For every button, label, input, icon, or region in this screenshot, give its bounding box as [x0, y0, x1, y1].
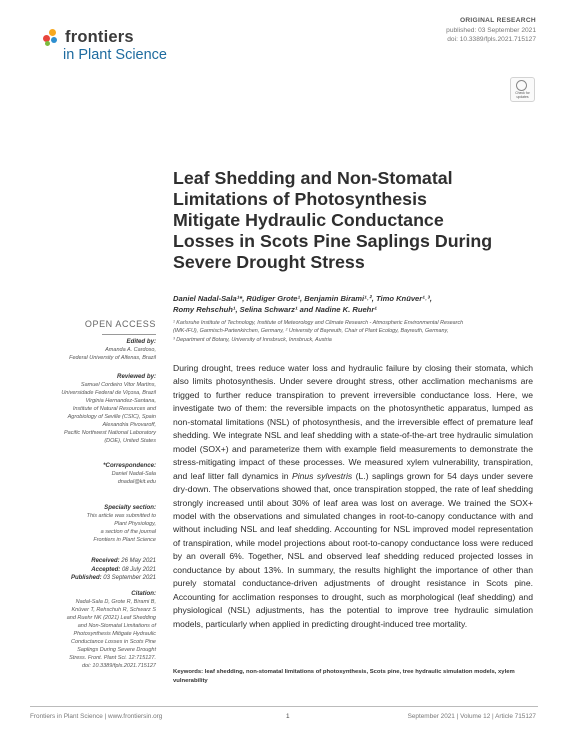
reviewer-line: Institute of Natural Resources and: [72, 406, 156, 412]
journal-name: in Plant Science: [63, 47, 167, 63]
edited-by-label: Edited by:: [126, 338, 156, 345]
specialty-line: Frontiers in Plant Science: [93, 537, 156, 543]
species-name: Pinus sylvestris: [291, 470, 353, 481]
keywords: [173, 668, 533, 686]
specialty-section: [30, 504, 156, 544]
reviewer-line: Agrobiology of Seville (CSIC), Spain: [67, 414, 156, 420]
keywords-text: leaf shedding, non-stomatal limitations of photosynthesis, Scots pine, tree hydraulic simulation models, xylem vulnerability: [173, 669, 515, 684]
accepted-date: Accepted: 08 July 2021: [91, 566, 156, 573]
reviewer-line: Samuel Cordeiro Vitor Martins,: [80, 382, 156, 388]
article-type: ORIGINAL RESEARCH: [459, 17, 536, 24]
brand-name: frontiers: [65, 28, 134, 46]
dates-section: [30, 557, 156, 583]
reviewer-line: Alexandria Pivovaroff,: [102, 422, 156, 428]
affiliation-line: (IMK-IFU), Garmisch-Partenkirchen, Germany, ² University of Bayreuth, Chair of Plant Ecology, Bayreuth, Germany,: [173, 328, 449, 334]
citation-line: Photosynthesis Mitigate Hydraulic: [73, 631, 156, 637]
title-line: Leaf Shedding and Non-Stomatal: [173, 168, 453, 188]
citation-doi[interactable]: doi: 10.3389/fpls.2021.715127: [81, 663, 156, 669]
footer-divider: [30, 706, 538, 707]
journal-logo[interactable]: [43, 27, 213, 73]
divider: [102, 334, 156, 335]
citation-line: Knüver T, Rehschuh R, Schwarz S: [71, 607, 156, 613]
reviewer-line: (DOE), United States: [104, 438, 156, 444]
specialty-label: Specialty section:: [104, 504, 156, 511]
check-for-updates-badge[interactable]: [510, 77, 535, 102]
abstract-text: (L.) saplings grown for 54 days under severe dry-down. The observations showed that, once transpiration stopped, the rate of leaf shedding strongly increased until about 30% of leaf area was lost on average. We trained the SOX+ model with the observations and simulated changes in root-to-canopy conductance with and without including NSL and leaf shedding. Accounting for NSL improved model representation of transpiration, while model projections about root-to-canopy conductance loss were reduced by an overall 6%. Together, NSL and observed leaf shedding reduced projected losses in conductance by about 13%. In summary, the results highlight the importance of other than purely stomatal conductance-driven adjustments of drought resistance in Scots pine. Accounting for acclimation responses to drought, such as morphological (leaf shedding) and physiological (NSL) adjustments, has the potential to improve tree hydraulic simulation models, particularly when applied in predicting drought-induced tree mortality.: [173, 470, 533, 629]
title-line: Mitigate Hydraulic Conductance: [173, 210, 444, 230]
correspondence-name: Daniel Nadal-Sala: [111, 471, 156, 477]
published-date: published: 03 September 2021: [446, 27, 536, 34]
editor-name: Amanda A. Cardoso,: [105, 347, 156, 353]
reviewed-by-section: [30, 373, 156, 445]
open-access-label: OPEN ACCESS: [84, 319, 156, 329]
authors-line: Daniel Nadal-Sala¹*, Rüdiger Grote¹, Benjamin Birami¹˒², Timo Knüver¹˒³,: [173, 294, 432, 303]
title-line: Losses in Scots Pine Saplings During: [173, 231, 493, 251]
citation-line: Nadal-Sala D, Grote R, Birami B,: [75, 599, 156, 605]
affiliation-line: ¹ Karlsruhe Institute of Technology, Institute of Meteorology and Climate Research - Atmospheric Environmental Research: [173, 320, 464, 326]
received-date: Received: 26 May 2021: [91, 558, 156, 564]
doi[interactable]: doi: 10.3389/fpls.2021.715127: [447, 36, 536, 43]
citation-line: Stress. Front. Plant Sci. 12:715127.: [69, 655, 156, 661]
check-updates-label: Check for updates: [515, 91, 530, 99]
abstract-text: During drought, trees reduce water loss and hydraulic failure by closing their stomata, which also limits photosynthesis. Under severe drought stress, other acclimation mechanisms are trigged to further reduce transpiration to prevent irreversible conductance loss. Here, we investigate two of them: the reversible impacts on the photosynthetic apparatus, lumped as non-stomatal limitations (NSL) of photosynthesis, and the irreversible effect of premature leaf shedding. We integrate NSL and leaf shedding with a state-of-the-art tree hydraulic simulation model (SOX+) and parameterize them with example field measurements to demonstrate the stress-mitigating impact of these processes. We measured xylem vulnerability, transpiration, and leaf litter fall dynamics in: [173, 363, 533, 481]
correspondence-email[interactable]: dnadal@kit.edu: [117, 479, 156, 485]
specialty-line: a section of the journal: [100, 529, 156, 535]
correspondence-section: [30, 462, 156, 486]
title-line: Limitations of Photosynthesis: [173, 189, 427, 209]
edited-by-section: [30, 338, 156, 362]
published-date-sidebar: Published: 03 September 2021: [70, 575, 156, 582]
specialty-line: This article was submitted to: [86, 513, 156, 519]
citation-label: Citation:: [131, 590, 156, 597]
reviewed-by-label: Reviewed by:: [117, 373, 156, 380]
author-list: [173, 293, 538, 315]
footer-journal[interactable]: Frontiers in Plant Science | www.frontiersin.org: [30, 713, 163, 720]
citation-line: and Non-Stomatal Limitations of: [77, 623, 156, 629]
keywords-label: Keywords:: [173, 669, 204, 675]
reviewer-line: Virginia Hernandez-Santana,: [85, 398, 156, 404]
citation-line: and Ruehr NK (2021) Leaf Shedding: [66, 615, 156, 621]
editor-affiliation: Federal University of Alfenas, Brazil: [69, 355, 156, 361]
correspondence-label: *Correspondence:: [103, 462, 156, 469]
footer-volume: September 2021 | Volume 12 | Article 715127: [407, 713, 536, 720]
citation-line: Saplings During Severe Drought: [77, 647, 156, 653]
frontiers-logo-icon: [43, 29, 61, 47]
specialty-line: Plant Physiology,: [114, 521, 156, 527]
reviewer-line: Pacific Northwest National Laboratory: [63, 430, 156, 436]
reviewer-line: Universidade Federal de Viçosa, Brazil: [61, 390, 156, 396]
citation-section: [30, 590, 156, 670]
title-line: Severe Drought Stress: [173, 252, 365, 272]
affiliation-line: ³ Department of Botany, University of Innsbruck, Innsbruck, Austria: [173, 337, 332, 343]
citation-line: Conductance Losses in Scots Pine: [71, 639, 156, 645]
authors-line: Romy Rehschuh¹, Selina Schwarz¹ and Nadine K. Ruehr¹: [173, 305, 377, 314]
article-title: [173, 168, 538, 273]
abstract: [173, 362, 533, 631]
page-number: 1: [286, 713, 290, 720]
check-updates-icon: [516, 80, 527, 91]
